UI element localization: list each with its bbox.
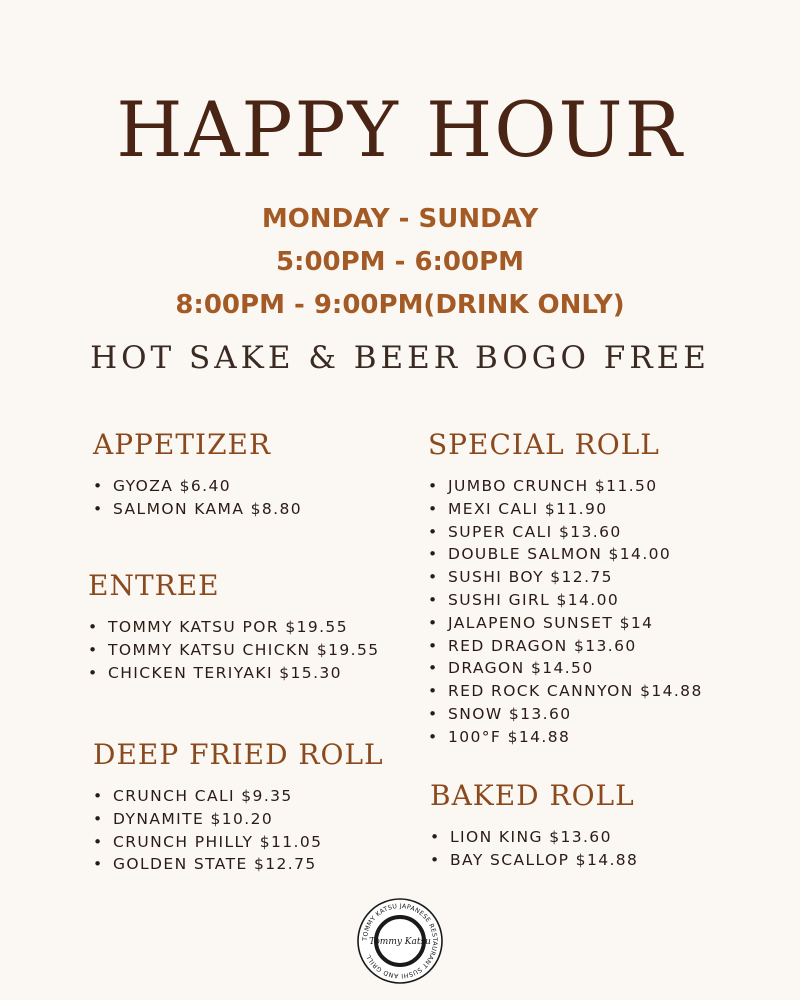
menu-item: • TOMMY KATSU POR $19.55 — [88, 616, 379, 639]
menu-item: • LION KING $13.60 — [430, 826, 638, 849]
restaurant-logo-icon — [356, 897, 444, 985]
section-title: BAKED ROLL — [430, 779, 635, 812]
time-line-2: 8:00PM - 9:00PM(DRINK ONLY) — [175, 290, 625, 320]
menu-item: • BAY SCALLOP $14.88 — [430, 849, 638, 872]
section-title: APPETIZER — [93, 428, 272, 461]
page-title: HAPPY HOUR — [116, 85, 684, 174]
menu-item: • SALMON KAMA $8.80 — [93, 498, 302, 521]
menu-item: • SUSHI GIRL $14.00 — [428, 589, 703, 612]
time-line-1: 5:00PM - 6:00PM — [275, 247, 525, 277]
days-line: MONDAY - SUNDAY — [261, 204, 539, 234]
section-title: ENTREE — [88, 569, 220, 602]
menu-item: • DRAGON $14.50 — [428, 657, 703, 680]
menu-item: • RED ROCK CANNYON $14.88 — [428, 680, 703, 703]
section-appetizer — [93, 428, 302, 521]
menu-item: • GYOZA $6.40 — [93, 475, 302, 498]
menu-item: • DYNAMITE $10.20 — [93, 808, 384, 831]
menu-item: • CHICKEN TERIYAKI $15.30 — [88, 662, 379, 685]
menu-item: • MEXI CALI $11.90 — [428, 498, 703, 521]
happy-hour-times — [0, 198, 800, 327]
section-title: DEEP FRIED ROLL — [93, 738, 384, 771]
section-entree — [88, 569, 379, 684]
menu-item: • 100°F $14.88 — [428, 726, 703, 749]
promo-banner: HOT SAKE & BEER BOGO FREE — [90, 340, 710, 376]
menu-item: • JALAPENO SUNSET $14 — [428, 612, 703, 635]
section-title: SPECIAL ROLL — [428, 428, 660, 461]
menu-item: • GOLDEN STATE $12.75 — [93, 853, 384, 876]
menu-item: • DOUBLE SALMON $14.00 — [428, 543, 703, 566]
section-special-roll — [428, 428, 703, 749]
menu-item: • SUPER CALI $13.60 — [428, 521, 703, 544]
menu-item: • RED DRAGON $13.60 — [428, 635, 703, 658]
menu-item: • CRUNCH PHILLY $11.05 — [93, 831, 384, 854]
menu-item: • TOMMY KATSU CHICKN $19.55 — [88, 639, 379, 662]
menu-list — [428, 475, 703, 749]
menu-list — [93, 475, 302, 521]
menu-item: • JUMBO CRUNCH $11.50 — [428, 475, 703, 498]
logo-ring-text: TOMMY KATSU JAPANESE RESTAURANT SUSHI AND GRILL — [361, 902, 439, 980]
logo-center-text: Tommy Katsu — [369, 937, 431, 947]
menu-item: • SNOW $13.60 — [428, 703, 703, 726]
section-deep-fried-roll — [93, 738, 384, 876]
section-baked-roll — [430, 779, 638, 872]
menu-list — [430, 826, 638, 872]
menu-item: • CRUNCH CALI $9.35 — [93, 785, 384, 808]
menu-item: • SUSHI BOY $12.75 — [428, 566, 703, 589]
menu-list — [93, 785, 384, 876]
menu-list — [88, 616, 379, 684]
